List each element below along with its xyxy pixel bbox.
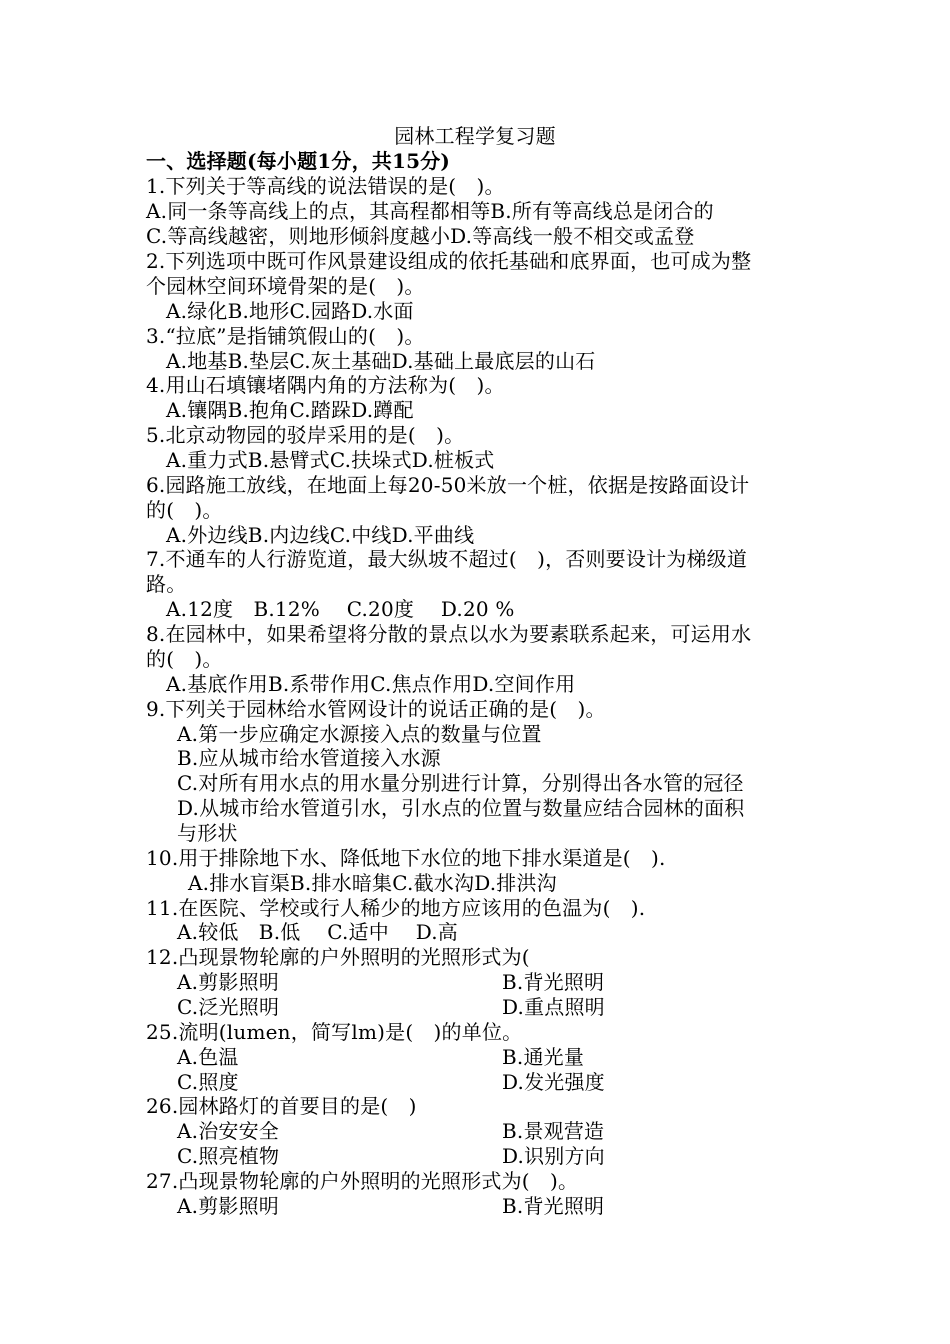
question-2: 2.下列选项中既可作风景建设组成的依托基础和底界面，也可成为整 [146,249,752,273]
question-12-option-b: B.背光照明 [502,970,605,994]
question-5: 5.北京动物园的驳岸采用的是( )。 [146,423,465,447]
question-1-options-ab: A.同一条等高线上的点，其高程都相等B.所有等高线总是闭合的 [146,199,714,223]
question-10-options: A.排水盲渠B.排水暗集C.截水沟D.排洪沟 [188,871,557,895]
question-25-option-c: C.照度 [177,1070,239,1094]
question-2-options: A.绿化B.地形C.园路D.水面 [166,299,414,323]
question-1: 1.下列关于等高线的说法错误的是( )。 [146,174,505,198]
question-25-option-b: B.通光量 [502,1045,585,1069]
question-7-cont: 路。 [146,572,187,596]
question-25-option-d: D.发光强度 [502,1070,605,1094]
question-12-option-d: D.重点照明 [502,995,605,1019]
question-9-option-d: D.从城市给水管道引水，引水点的位置与数量应结合园林的面积 [177,796,745,820]
question-9-option-a: A.第一步应确定水源接入点的数量与位置 [177,722,542,746]
question-8: 8.在园林中，如果希望将分散的景点以水为要素联系起来，可运用水 [146,622,752,646]
question-12: 12.凸现景物轮廓的户外照明的光照形式为( [146,945,530,969]
question-27-option-b: B.背光照明 [502,1194,605,1218]
question-4-options: A.镶隅B.抱角C.踏跺D.蹲配 [166,398,414,422]
question-9-option-c: C.对所有用水点的用水量分别进行计算，分别得出各水管的冠径 [177,771,744,795]
question-9-option-d-cont: 与形状 [177,821,238,845]
question-8-cont: 的( )。 [146,647,223,671]
question-6: 6.园路施工放线，在地面上每20-50米放一个桩，依据是按路面设计 [146,473,750,497]
question-4: 4.用山石填镶堵隅内角的方法称为( )。 [146,373,505,397]
question-26-option-c: C.照亮植物 [177,1144,280,1168]
question-26-option-a: A.治安安全 [177,1119,280,1143]
question-27: 27.凸现景物轮廓的户外照明的光照形式为( )。 [146,1169,579,1193]
question-3-options: A.地基B.垫层C.灰土基础D.基础上最底层的山石 [166,349,596,373]
question-6-options: A.外边线B.内边线C.中线D.平曲线 [166,523,475,547]
question-7-options: A.12度 B.12% C.20度 D.20 % [166,597,515,621]
question-25: 25.流明(lumen，简写lm)是( )的单位。 [146,1020,523,1044]
question-12-option-a: A.剪影照明 [177,970,280,994]
question-6-cont: 的( )。 [146,498,223,522]
section-heading: 一、选择题(每小题1分，共15分) [146,149,451,173]
question-26-option-d: D.识别方向 [502,1144,605,1168]
question-9: 9.下列关于园林给水管网设计的说话正确的是( )。 [146,697,606,721]
question-26-option-b: B.景观营造 [502,1119,605,1143]
question-27-option-a: A.剪影照明 [177,1194,280,1218]
question-7: 7.不通车的人行游览道，最大纵坡不超过( )，否则要设计为梯级道 [146,547,748,571]
question-1-options-cd: C.等高线越密，则地形倾斜度越小D.等高线一般不相交或孟登 [146,224,695,248]
question-3: 3.“拉底”是指铺筑假山的( )。 [146,324,425,348]
question-11: 11.在医院、学校或行人稀少的地方应该用的色温为( ). [146,896,646,920]
question-9-option-b: B.应从城市给水管道接入水源 [177,746,441,770]
question-8-options: A.基底作用B.系带作用C.焦点作用D.空间作用 [166,672,576,696]
question-5-options: A.重力式B.悬臂式C.扶垛式D.桩板式 [166,448,495,472]
question-25-option-a: A.色温 [177,1045,239,1069]
doc-title: 园林工程学复习题 [394,124,556,148]
question-11-options: A.较低 B.低 C.适中 D.高 [177,920,458,944]
question-26: 26.园林路灯的首要目的是( ) [146,1094,417,1118]
question-12-option-c: C.泛光照明 [177,995,280,1019]
question-10: 10.用于排除地下水、降低地下水位的地下排水渠道是( ). [146,846,666,870]
question-2-cont: 个园林空间环境骨架的是( )。 [146,274,425,298]
